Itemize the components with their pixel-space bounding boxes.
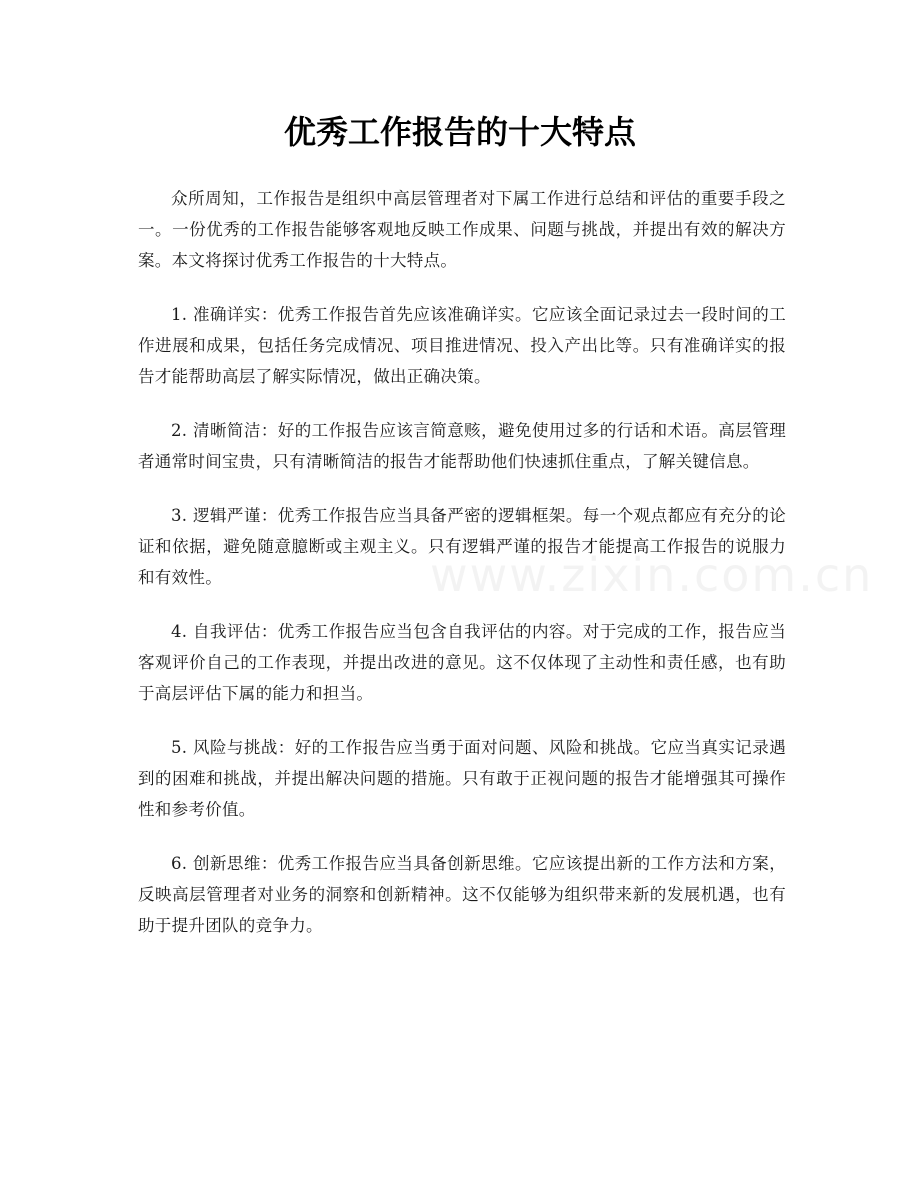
watermark: www.zixin.com.cn (430, 548, 874, 602)
paragraph-5-risks: 5. 风险与挑战：好的工作报告应当勇于面对问题、风险和挑战。它应当真实记录遇到的困难和挑战，并提出解决问题的措施。只有敢于正视问题的报告才能增强其可操作性和参考价值。 (138, 738, 786, 819)
intro-paragraph: 众所周知，工作报告是组织中高层管理者对下属工作进行总结和评估的重要手段之一。一份优秀的工作报告能够客观地反映工作成果、问题与挑战，并提出有效的解决方案。本文将探讨优秀工作报告的十大特点。 (138, 189, 786, 270)
paragraph-2-clarity: 2. 清晰简洁：好的工作报告应该言简意赅，避免使用过多的行话和术语。高层管理者通常时间宝贵，只有清晰简洁的报告才能帮助他们快速抓住重点，了解关键信息。 (138, 421, 786, 471)
document-body (138, 183, 786, 964)
paragraph-6-innovation: 6. 创新思维：优秀工作报告应当具备创新思维。它应该提出新的工作方法和方案，反映高层管理者对业务的洞察和创新精神。这不仅能够为组织带来新的发展机遇，也有助于提升团队的竞争力。 (138, 854, 786, 935)
paragraph-1-accuracy: 1. 准确详实：优秀工作报告首先应该准确详实。它应该全面记录过去一段时间的工作进展和成果，包括任务完成情况、项目推进情况、投入产出比等。只有准确详实的报告才能帮助高层了解实际情况，做出正确决策。 (138, 305, 786, 386)
document-title: 优秀工作报告的十大特点 (283, 113, 636, 151)
paragraph-4-self-assessment: 4. 自我评估：优秀工作报告应当包含自我评估的内容。对于完成的工作，报告应当客观评价自己的工作表现，并提出改进的意见。这不仅体现了主动性和责任感，也有助于高层评估下属的能力和担当。 (138, 622, 786, 703)
paragraph-3-logic: 3. 逻辑严谨：优秀工作报告应当具备严密的逻辑框架。每一个观点都应有充分的论证和依据，避免随意臆断或主观主义。只有逻辑严谨的报告才能提高工作报告的说服力和有效性。 (138, 506, 786, 587)
